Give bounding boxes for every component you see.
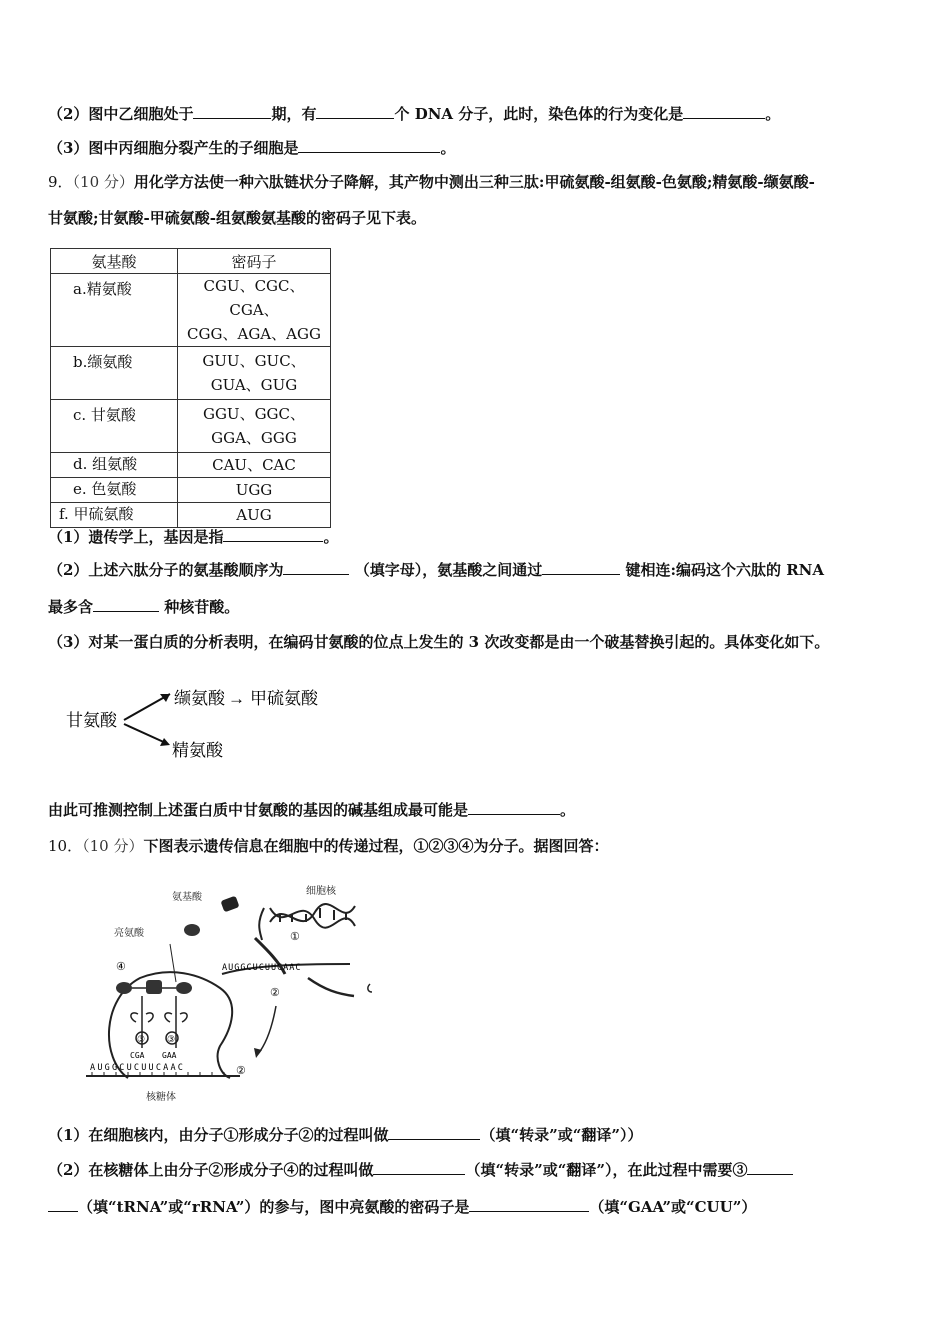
diagram-methionine-label: 甲硫氨酸 [250, 689, 318, 708]
codon-cell: CAU、CAC [178, 453, 331, 478]
transport-arrow [258, 1006, 276, 1054]
q9-p1-text: （1）遗传学上，基因是指 [48, 528, 224, 546]
q10-p2-text-c: （填“tRNA”或“rRNA”）的参与，图中亮氨酸的密码子是 [78, 1198, 470, 1216]
q9-p1-end: 。 [323, 528, 339, 546]
q9-stem-line2 [48, 208, 426, 228]
q9-conclusion-end: 。 [560, 801, 576, 819]
label-3: ③ [137, 1035, 146, 1045]
q10-stem-text: 下图表示遗传信息在细胞中的传递过程，①②③④为分子。据图回答： [143, 837, 609, 855]
question-number: 10． [48, 837, 83, 855]
answer-blank[interactable] [283, 560, 349, 575]
q8-p2-text-c: 个 DNA 分子，此时，染色体的行为变化是 [394, 105, 684, 123]
codon-cell: CGU、CGC、CGA、 CGG、AGA、AGG [178, 274, 331, 347]
amino-acid-cell: d. 组氨酸 [51, 453, 178, 478]
answer-blank[interactable] [542, 560, 620, 575]
amino-acid-cell: f. 甲硫氨酸 [51, 503, 178, 528]
label-4: ④ [116, 960, 126, 973]
label-2: ② [236, 1064, 246, 1077]
figure-leucine-label: 亮氨酸 [114, 928, 144, 939]
diagram-arrow-down [124, 724, 168, 744]
amino-acid-cell: b.缬氨酸 [51, 347, 178, 400]
q8-part3 [48, 138, 455, 158]
q10-stem [48, 836, 608, 856]
q10-p1-text-a: （1）在细胞核内，由分子①形成分子②的过程叫做 [48, 1126, 389, 1144]
q8-p2-text-b: 期，有 [271, 105, 317, 123]
q9-stem-text: 用化学方法使一种六肽链状分子降解，其产物中测出三种三肽:甲硫氨酸-组氨酸-色氨酸;精氨酸-缬氨酸- [133, 173, 815, 191]
q10-part2 [48, 1160, 793, 1180]
mrna-sequence: AUGGCUCUUCAAC [90, 1063, 186, 1073]
diagram-arginine-label: 精氨酸 [172, 741, 223, 760]
codon-cell: AUG [178, 503, 331, 528]
q9-p2-text-c: 键相连:编码这个六肽的 RNA [625, 561, 825, 579]
q9-stem-line1 [48, 172, 815, 192]
q9-p2-text-a: （2）上述六肽分子的氨基酸顺序为 [48, 561, 284, 579]
figure-nucleus-label: 细胞核 [306, 886, 336, 897]
q10-p1-text-b: （填“转录”或“翻译”）） [480, 1126, 643, 1144]
q10-p2-text-d: （填“GAA”或“CUU”） [589, 1198, 757, 1216]
q10-p2-text-b: （填“转录”或“翻译”），在此过程中需要③ [465, 1161, 748, 1179]
diagram-arrow-glyph: → [228, 689, 245, 708]
codon-cell: GGU、GGC、 GGA、GGG [178, 400, 331, 453]
question-score: （10 分） [72, 173, 134, 191]
table-row [51, 400, 331, 453]
q8-p2-text-a: （2）图中乙细胞处于 [48, 105, 194, 123]
table-row [51, 347, 331, 400]
amino-acid-cell: c. 甘氨酸 [51, 400, 178, 453]
answer-blank[interactable] [48, 1197, 78, 1212]
answer-blank[interactable] [298, 138, 440, 153]
q9-part1 [48, 527, 338, 547]
amino-acid-shape [220, 896, 239, 913]
q9-p3-text: （3）对某一蛋白质的分析表明，在编码甘氨酸的位点上发生的 3 次改变都是由一个破基替换引起的。具体变化如下。 [48, 633, 830, 651]
figure-amino-acid-label: 氨基酸 [172, 892, 202, 903]
q8-p3-text: （3）图中丙细胞分裂产生的子细胞是 [48, 139, 299, 157]
dna-helix [270, 904, 355, 928]
gene-expression-figure [80, 878, 390, 1108]
q8-p2-end: 。 [765, 105, 781, 123]
q9-p2-text-d: 最多含 [48, 598, 94, 616]
amino-acid-shape [176, 982, 192, 994]
q9-part3 [48, 632, 829, 652]
nuclear-pore [368, 984, 372, 992]
question-score: （10 分） [82, 837, 144, 855]
amino-acid-shape [184, 924, 200, 936]
anticodon: GAA [162, 1051, 177, 1060]
amino-acid-cell: a.精氨酸 [51, 274, 178, 347]
answer-blank[interactable] [316, 104, 394, 119]
q10-part1 [48, 1125, 642, 1145]
table-header-amino-acid: 氨基酸 [51, 249, 178, 274]
answer-blank[interactable] [223, 527, 323, 542]
answer-blank[interactable] [747, 1160, 793, 1175]
answer-blank[interactable] [683, 104, 765, 119]
q9-p2-text-b: （填字母），氨基酸之间通过 [354, 561, 543, 579]
q9-p2-text-e: 种核苷酸。 [164, 598, 240, 616]
amino-acid-shape [146, 980, 162, 994]
table-row [51, 478, 331, 503]
diagram-valine-label: 缬氨酸 [174, 689, 225, 708]
q8-part2 [48, 104, 780, 124]
codon-cell: UGG [178, 478, 331, 503]
codon-table [50, 248, 331, 528]
diagram-glycine-label: 甘氨酸 [66, 711, 117, 730]
nuclear-membrane [308, 978, 354, 996]
table-row [51, 453, 331, 478]
q9-conclusion [48, 800, 575, 820]
q10-part2-cont [48, 1197, 756, 1217]
answer-blank[interactable] [193, 104, 271, 119]
answer-blank[interactable] [93, 597, 159, 612]
codon-cell: GUU、GUC、 GUA、GUG [178, 347, 331, 400]
q9-part2 [48, 560, 824, 580]
mrna-sequence: AUGGCUCUUCAAC [222, 963, 302, 973]
table-row [51, 503, 331, 528]
label-3: ③ [167, 1035, 176, 1045]
figure-ribosome-label: 核糖体 [146, 1092, 176, 1103]
q8-p3-end: 。 [440, 139, 456, 157]
q10-p2-text-a: （2）在核糖体上由分子②形成分子④的过程叫做 [48, 1161, 374, 1179]
amino-acid-shape [116, 982, 132, 994]
q9-conclusion-text: 由此可推测控制上述蛋白质中甘氨酸的基因的碱基组成最可能是 [48, 801, 469, 819]
q9-stem-text-2: 甘氨酸;甘氨酸-甲硫氨酸-组氨酸氨基酸的密码子见下表。 [48, 209, 426, 227]
table-header-codon: 密码子 [178, 249, 331, 274]
q9-part2-cont [48, 597, 239, 617]
answer-blank[interactable] [388, 1125, 480, 1140]
label-1: ① [290, 930, 300, 943]
anticodon: CGA [130, 1051, 145, 1060]
table-row [51, 274, 331, 347]
label-2: ② [270, 986, 280, 999]
answer-blank[interactable] [469, 1197, 589, 1212]
answer-blank[interactable] [468, 800, 560, 815]
mutation-diagram [60, 678, 350, 768]
amino-acid-cell: e. 色氨酸 [51, 478, 178, 503]
nuclear-membrane [259, 908, 264, 940]
question-number: 9． [48, 173, 73, 191]
answer-blank[interactable] [373, 1160, 465, 1175]
